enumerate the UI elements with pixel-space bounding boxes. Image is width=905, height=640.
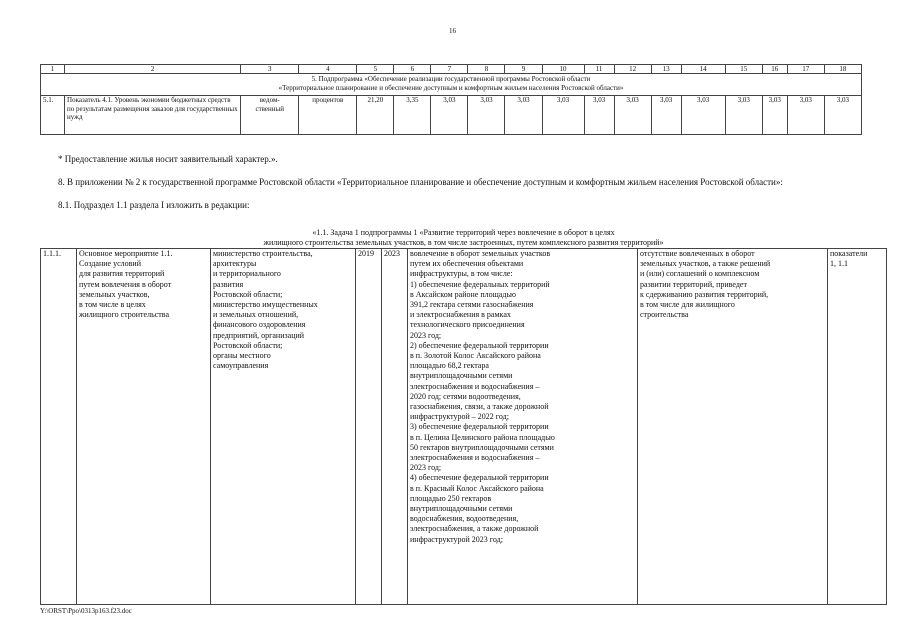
subprogram-title-line-2: «Территориальное планирование и обеспечение доступным и комфортным жильем населения Ростовской области» [278, 84, 624, 92]
indicator-value: 3,03 [725, 96, 762, 135]
measures-table [40, 228, 887, 605]
column-number: 12 [614, 65, 651, 74]
indicator-value: 3,35 [394, 96, 431, 135]
indicator-type: ведом- ственный [241, 96, 299, 135]
paragraph-8-1: 8.1. Подраздел 1.1 раздела I изложить в редакции: [58, 200, 250, 210]
column-number: 3 [241, 65, 299, 74]
indicator-value: 3,03 [614, 96, 651, 135]
column-number: 8 [468, 65, 505, 74]
indicator-value: 3,03 [505, 96, 542, 135]
column-number: 15 [725, 65, 762, 74]
measure-executor: министерство строительства, архитектуры и территориального развития Ростовской области; министерство имущественных и земельных отношений, финансового оздоровления предприятий, организаций Ростовской области; органы местного самоуправления [211, 249, 356, 605]
measure-start-year: 2019 [356, 249, 382, 605]
column-number: 5 [357, 65, 394, 74]
row-number: 5.1. [41, 96, 65, 135]
subprogram-title [41, 74, 862, 96]
measure-result: вовлечение в оборот земельных участков путем их обеспечения объектами инфраструктуры, в том числе: 1) обеспечение федеральных территорий в Аксайском районе площадью 391,2 гектара сетями газоснабжения и электроснабжения в рамках технологического присоединения 2023 год; 2) обеспечение федеральной территории в п. Золотой Колос Аксайского района площадью 68,2 гектара внутриплощадочными сетями электроснабжения и водоснабжения – 2020 год; сетями водоотведения, газоснабжения, связи, а также дорожной инфраструктурой – 2022 год; 3) обеспечение федеральной территории в п. Целина Целинского района площадью 50 гектаров внутриплощадочными сетями электроснабжения и водоснабжения – 2023 год; 4) обеспечение федеральной территории в п. Красный Колос Аксайского района площадью 250 гектаров внутриплощадочными сетями водоснабжения, водоотведения, электроснабжения, а также дорожной инфраструктурой 2023 год; [408, 249, 638, 605]
column-number: 14 [681, 65, 725, 74]
indicator-value: 3,03 [651, 96, 681, 135]
indicator-value: 3,03 [762, 96, 787, 135]
task-heading-line-1: «1.1. Задача 1 подпрограммы 1 «Развитие территорий через вовлечение в оборот в целях [312, 228, 615, 237]
column-number: 7 [431, 65, 468, 74]
indicator-value: 3,03 [431, 96, 468, 135]
indicators-table [40, 64, 862, 135]
file-path-footer: Y:\ORST\Ppo\0313p163.f23.doc [40, 607, 132, 615]
subprogram-title-line-1: 5. Подпрограмма «Обеспечение реализации государственной программы Ростовской области [311, 75, 591, 83]
indicator-unit: процентов [299, 96, 357, 135]
column-number: 10 [542, 65, 584, 74]
indicator-value: 3,03 [584, 96, 614, 135]
indicator-value: 21,20 [357, 96, 394, 135]
measure-end-year: 2023 [382, 249, 408, 605]
column-number: 2 [65, 65, 241, 74]
indicator-value: 3,03 [468, 96, 505, 135]
indicator-value: 3,03 [542, 96, 584, 135]
column-number: 6 [394, 65, 431, 74]
measure-number: 1.1.1. [41, 249, 77, 605]
task-heading-row [41, 228, 887, 249]
column-number: 13 [651, 65, 681, 74]
column-number: 16 [762, 65, 787, 74]
column-number: 4 [299, 65, 357, 74]
page-number: 16 [449, 27, 456, 35]
column-number: 18 [824, 65, 861, 74]
footnote: * Предоставление жилья носит заявительный характер.». [58, 154, 278, 164]
measure-indicators: показатели 1, 1.1 [828, 249, 887, 605]
indicator-value: 3,03 [787, 96, 824, 135]
column-number: 9 [505, 65, 542, 74]
indicator-value: 3,03 [681, 96, 725, 135]
measure-name: Основное мероприятие 1.1. Создание условий для развития территорий путем вовлечения в оборот земельных участков, в том числе в целях жилищного строительства [77, 249, 211, 605]
column-number: 1 [41, 65, 65, 74]
indicator-value: 3,03 [824, 96, 861, 135]
task-heading [41, 228, 887, 249]
task-heading-line-2: жилищного строительства земельных участков, в том числе застроенных, путем комплексного развития территорий» [263, 238, 664, 247]
subprogram-row [41, 74, 862, 96]
table-row [41, 249, 887, 605]
paragraph-8: 8. В приложении № 2 к государственной программе Ростовской области «Территориальное планирование и обеспечение доступным и комфортным жильем населения Ростовской области»: [58, 177, 783, 187]
column-number-row [41, 65, 862, 74]
indicator-name: Показатель 4.1. Уровень экономии бюджетных средств по результатам размещения заказов для государственных нужд [65, 96, 241, 135]
measure-consequence: отсутствие вовлеченных в оборот земельных участков, а также решений и (или) соглашений о комплексном развитии территорий, приведет к сдерживанию развития территорий, в том числе для жилищного строительства [638, 249, 828, 605]
column-number: 17 [787, 65, 824, 74]
table-row [41, 96, 862, 135]
column-number: 11 [584, 65, 614, 74]
